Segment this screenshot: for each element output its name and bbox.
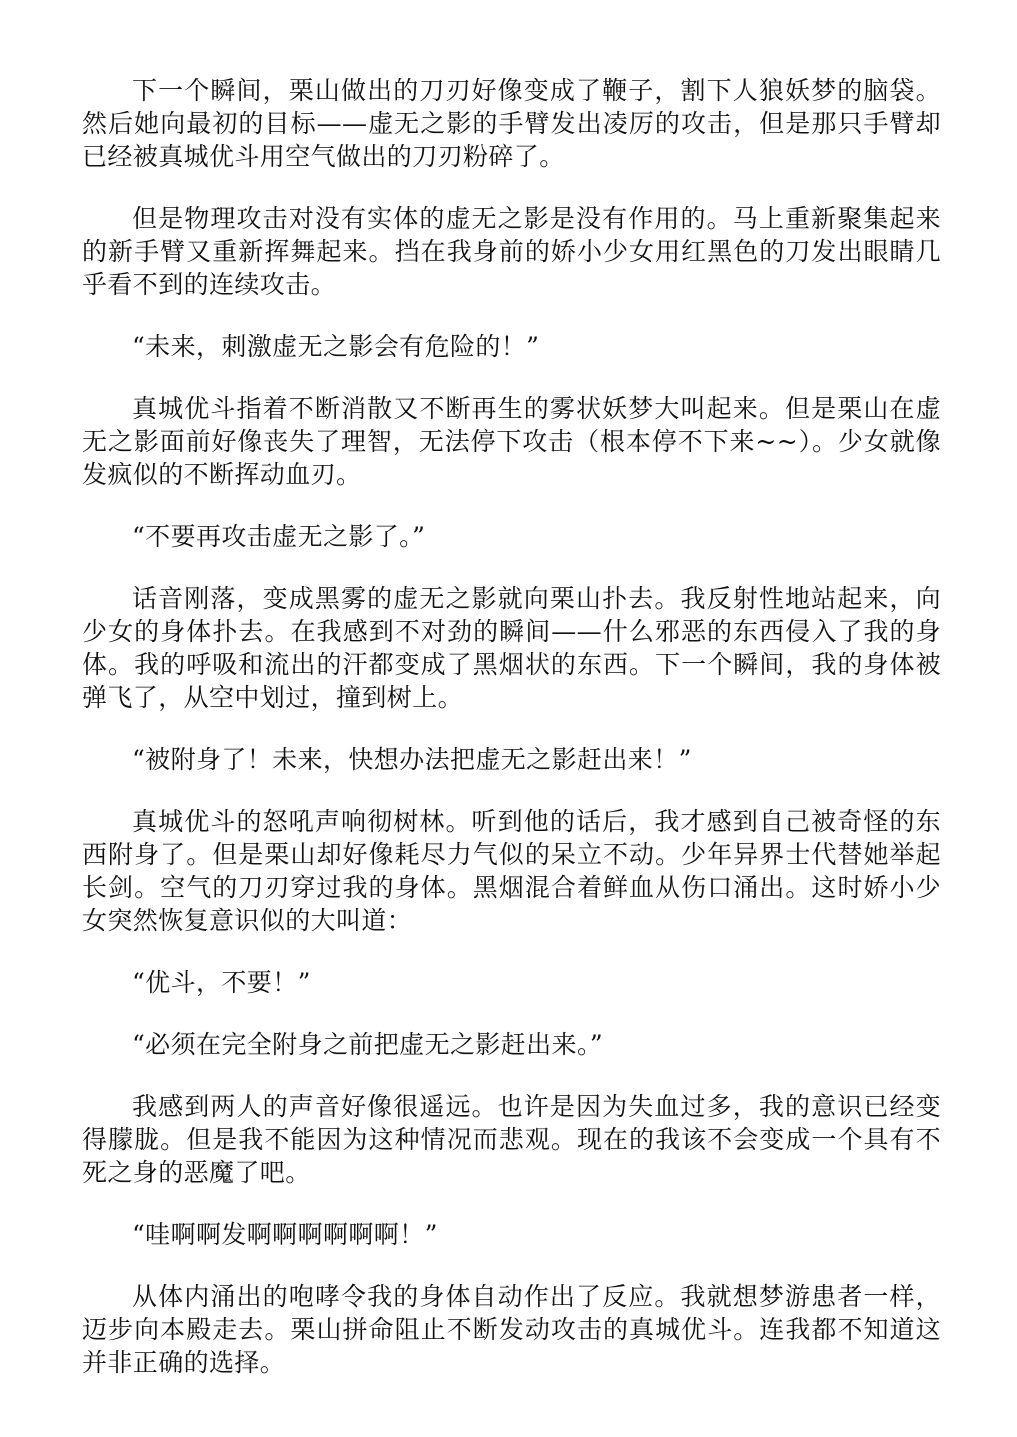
paragraph: “必须在完全附身之前把虚无之影赶出来。” (132, 1030, 604, 1059)
paragraph: “不要再攻击虚无之影了。” (132, 522, 426, 551)
paragraph: 真城优斗的怒吼声响彻树林。听到他的话后，我才感到自己被奇怪的东西附身了。但是栗山却好像耗尽力气似的呆立不动。少年异界士代替她举起长剑。空气的刀刃穿过我的身体。黑烟混合着鲜血从伤口涌出。这时娇小少女突然恢复意识似的大叫道： (82, 807, 941, 935)
paragraph: “被附身了！未来，快想办法把虚无之影赶出来！” (132, 745, 692, 774)
paragraph: “优斗，不要！” (132, 968, 311, 997)
paragraph: 我感到两人的声音好像很遥远。也许是因为失血过多，我的意识已经变得朦胧。但是我不能因为这种情况而悲观。现在的我该不会变成一个具有不死之身的恶魔了吧。 (82, 1092, 941, 1187)
paragraph: “哇啊啊发啊啊啊啊啊啊！” (132, 1220, 438, 1249)
paragraph: “未来，刺激虚无之影会有危险的！” (132, 332, 540, 361)
paragraph: 下一个瞬间，栗山做出的刀刃好像变成了鞭子，割下人狼妖梦的脑袋。然后她向最初的目标——虚无之影的手臂发出凌厉的攻击，但是那只手臂却已经被真城优斗用空气做出的刀刃粉碎了。 (82, 76, 941, 171)
paragraph: 真城优斗指着不断消散又不断再生的雾状妖梦大叫起来。但是栗山在虚无之影面前好像丧失了理智，无法停下攻击（根本停不下来~~）。少女就像发疯似的不断挥动血刃。 (82, 394, 941, 489)
paragraph: 话音刚落，变成黑雾的虚无之影就向栗山扑去。我反射性地站起来，向少女的身体扑去。在我感到不对劲的瞬间——什么邪恶的东西侵入了我的身体。我的呼吸和流出的汗都变成了黑烟状的东西。下一个瞬间，我的身体被弹飞了，从空中划过，撞到树上。 (82, 584, 941, 712)
paragraph: 从体内涌出的咆哮令我的身体自动作出了反应。我就想梦游患者一样，迈步向本殿走去。栗山拼命阻止不断发动攻击的真城优斗。连我都不知道这并非正确的选择。 (82, 1282, 941, 1377)
paragraph: 但是物理攻击对没有实体的虚无之影是没有作用的。马上重新聚集起来的新手臂又重新挥舞起来。挡在我身前的娇小少女用红黑色的刀发出眼睛几乎看不到的连续攻击。 (82, 204, 941, 299)
